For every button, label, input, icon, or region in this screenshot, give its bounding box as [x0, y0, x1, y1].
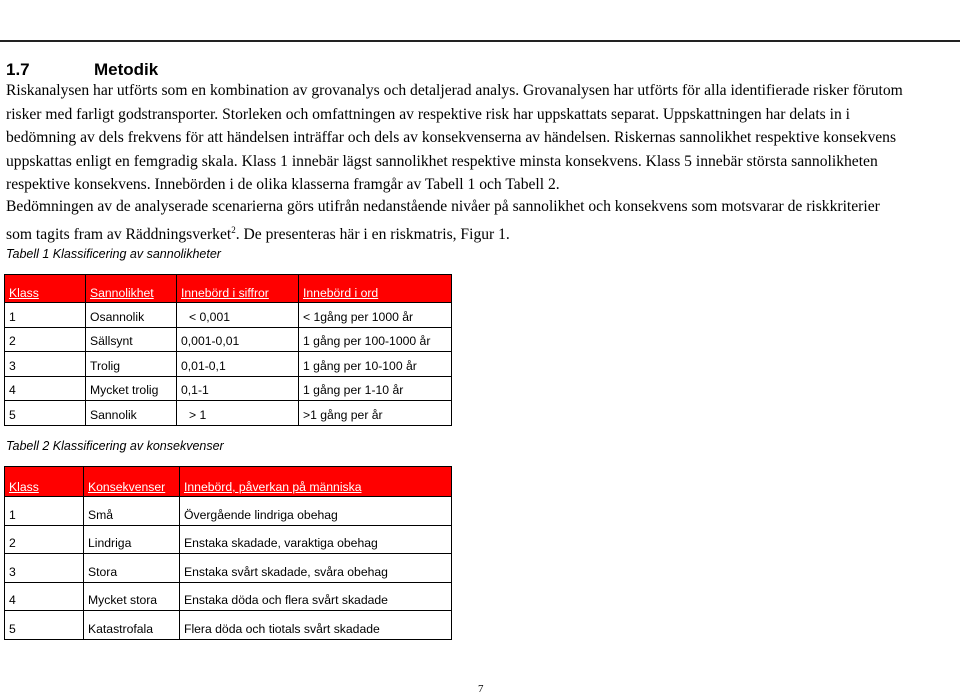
table-cell: 1 gång per 10-100 år: [299, 352, 452, 377]
paragraph-line: risker med farligt godstransporter. Storleken och omfattningen av respektive risk har uppskattats separat. Uppskattningen har delats in i: [6, 105, 851, 123]
paragraph-line: bedömning av dels frekvens för att händelsen inträffar och dels av konsekvenserna av händelsen. Riskernas sannolikhet respektive konsekvens: [6, 129, 897, 146]
consequence-table: [4, 466, 452, 640]
table-cell: 4: [5, 582, 84, 611]
header-cell: Sannolikhet: [86, 275, 177, 303]
page-number: 7: [478, 683, 484, 695]
paragraph-line: Riskanalysen har utförts som en kombination av grovanalys och detaljerad analys. Grovanalysen har utförts för alla identifierade risker förutom: [6, 82, 903, 99]
top-rule: [0, 40, 960, 42]
header-cell: Konsekvenser: [84, 467, 180, 497]
table-cell: Mycket stora: [84, 582, 180, 611]
table1-caption: Tabell 1 Klassificering av sannolikheter: [6, 247, 221, 261]
paragraph-line: respektive konsekvens. Innebörden i de olika klasserna framgår av Tabell 1 och Tabell 2.: [6, 176, 560, 193]
table-row: [5, 497, 452, 526]
table-cell: 2: [5, 525, 84, 554]
table-row: [5, 327, 452, 352]
table-cell: 0,1-1: [177, 376, 299, 401]
table-cell: 0,001-0,01: [177, 327, 299, 352]
table-cell: Mycket trolig: [86, 376, 177, 401]
table-cell: 5: [5, 401, 86, 426]
section-title: Metodik: [94, 60, 159, 79]
paragraph-line: Bedömningen av de analyserade scenarierna görs utifrån nedanstående nivåer på sannolikhet och konsekvens som motsvarar de riskkriterier: [6, 198, 880, 215]
table-row: [5, 303, 452, 328]
table-cell: Sannolik: [86, 401, 177, 426]
table-cell: 4: [5, 376, 86, 401]
table-cell: 1 gång per 1-10 år: [299, 376, 452, 401]
table-row: [5, 611, 452, 640]
paragraph-assessment: [6, 195, 954, 246]
paragraph-text: som tagits fram av Räddningsverket: [6, 225, 232, 243]
table-cell: Osannolik: [86, 303, 177, 328]
table-cell: 5: [5, 611, 84, 640]
table-cell: >1 gång per år: [299, 401, 452, 426]
paragraph-line: [6, 219, 954, 247]
table-header-row: [5, 467, 452, 497]
paragraph-text: . De presenteras här i en riskmatris, Figur 1.: [235, 225, 510, 243]
table-cell: Trolig: [86, 352, 177, 377]
section-heading: [6, 60, 158, 80]
header-cell: Innebörd, påverkan på människa: [180, 467, 452, 497]
table-cell: Sällsynt: [86, 327, 177, 352]
table2-caption: Tabell 2 Klassificering av konsekvenser: [6, 439, 224, 453]
table-row: [5, 352, 452, 377]
table-row: [5, 582, 452, 611]
paragraph-method: [6, 79, 954, 197]
table-cell: 1: [5, 497, 84, 526]
header-cell: Klass: [5, 275, 86, 303]
table-cell: < 1gång per 1000 år: [299, 303, 452, 328]
table-cell: Stora: [84, 554, 180, 583]
table-cell: Enstaka döda och flera svårt skadade: [180, 582, 452, 611]
header-cell: Innebörd i siffror: [177, 275, 299, 303]
table-cell: 1: [5, 303, 86, 328]
header-cell: Innebörd i ord: [299, 275, 452, 303]
paragraph-line: uppskattas enligt en femgradig skala. Klass 1 innebär lägst sannolikhet respektive minsta konsekvens. Klass 5 innebär största sannolikheten: [6, 152, 878, 170]
footnote-reference: 2: [231, 224, 236, 235]
table-cell: < 0,001: [177, 303, 299, 328]
header-cell: Klass: [5, 467, 84, 497]
section-number: 1.7: [6, 60, 30, 79]
table-header-row: [5, 275, 452, 303]
table-row: [5, 525, 452, 554]
table-row: [5, 554, 452, 583]
table-cell: Enstaka svårt skadade, svåra obehag: [180, 554, 452, 583]
table-cell: > 1: [177, 401, 299, 426]
table-cell: 3: [5, 352, 86, 377]
table-cell: Katastrofala: [84, 611, 180, 640]
table-cell: Övergående lindriga obehag: [180, 497, 452, 526]
table-cell: Lindriga: [84, 525, 180, 554]
table-row: [5, 376, 452, 401]
table-cell: Små: [84, 497, 180, 526]
probability-table: [4, 274, 452, 426]
table-row: [5, 401, 452, 426]
table-cell: Enstaka skadade, varaktiga obehag: [180, 525, 452, 554]
table-cell: 1 gång per 100-1000 år: [299, 327, 452, 352]
table-cell: 2: [5, 327, 86, 352]
table-cell: 0,01-0,1: [177, 352, 299, 377]
table-cell: Flera döda och tiotals svårt skadade: [180, 611, 452, 640]
table-cell: 3: [5, 554, 84, 583]
